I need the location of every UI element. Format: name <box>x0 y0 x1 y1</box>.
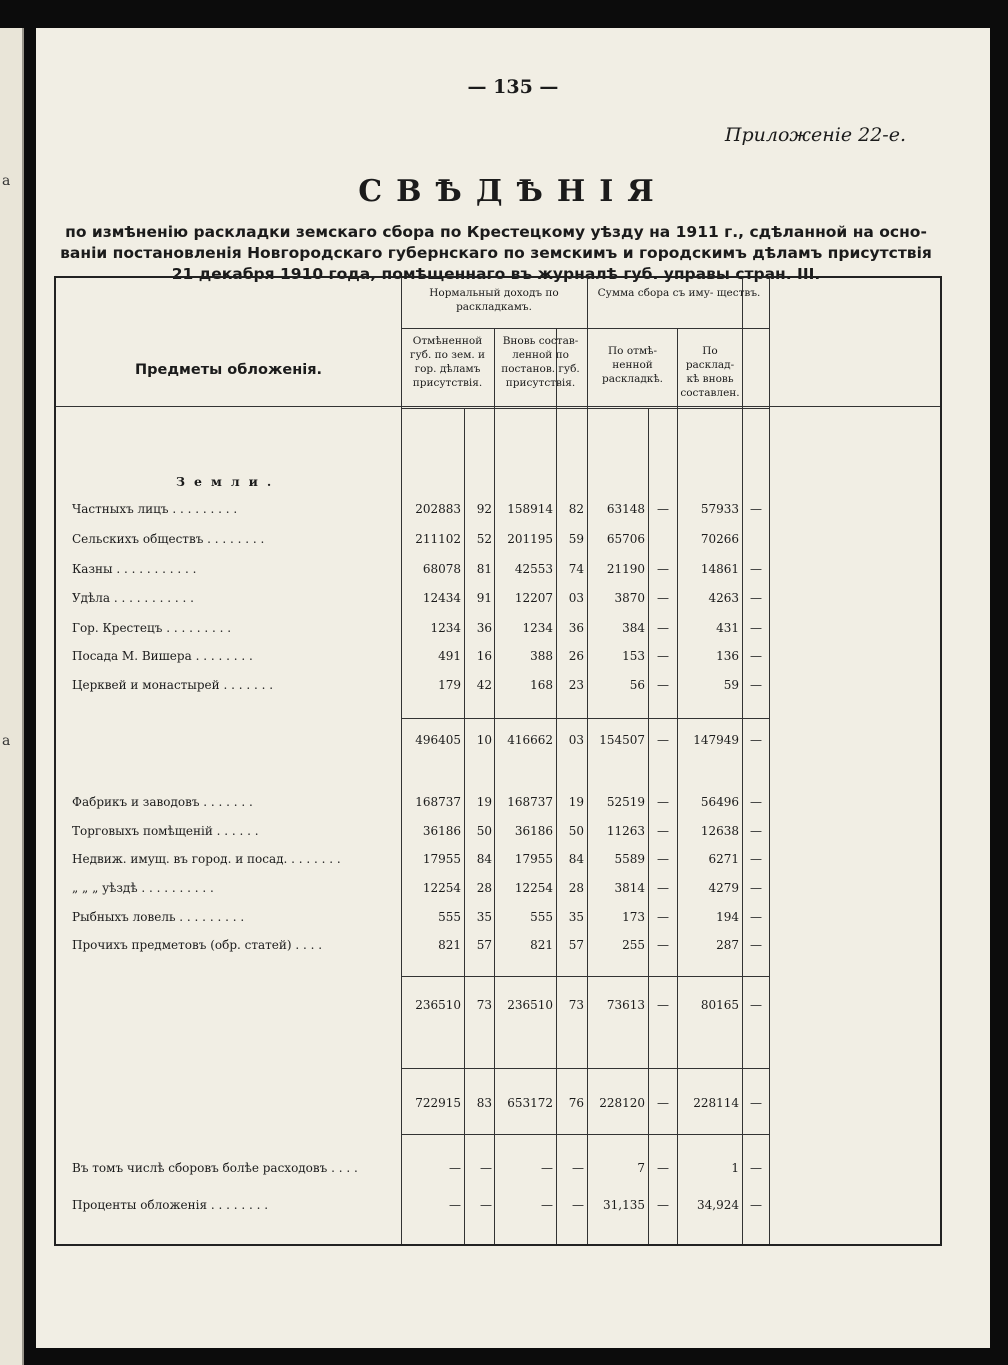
table-cell: — <box>750 733 762 747</box>
table-cell: 722915 <box>415 1096 461 1110</box>
table-cell: 42553 <box>514 562 553 576</box>
group-header-normal-income: Нормальный доходъ по раскладкамъ. <box>429 287 559 313</box>
table-cell: 255 <box>622 938 645 952</box>
col-header-cancelled-layout: По отмѣ- ненной раскладкѣ. <box>601 345 664 385</box>
margin-fragment-2: а <box>2 733 11 749</box>
table-cell: 73 <box>568 998 584 1012</box>
table-cell: 555 <box>438 910 461 924</box>
row-label: Недвиж. имущ. въ город. и посад. <box>72 852 288 866</box>
table-cell: — <box>750 998 762 1012</box>
table-cell: 35 <box>568 910 584 924</box>
col-header-cancelled: Отмѣненной губ. по зем. и гор. дѣламъ присутствія. <box>409 335 486 389</box>
table-cell: 416662 <box>507 733 553 747</box>
table-cell: 287 <box>716 938 739 952</box>
table-cell: 36 <box>568 621 584 635</box>
table-cell: 31,135 <box>603 1198 645 1212</box>
table-cell: — <box>657 1161 669 1175</box>
leader-dots: . . . . . . . . . . . <box>110 591 194 605</box>
table-cell: 82 <box>568 502 584 516</box>
leader-dots: . . . . . . . <box>219 678 274 692</box>
table-cell: — <box>449 1161 461 1175</box>
table-cell: — <box>657 502 669 516</box>
table-cell: 19 <box>568 795 584 809</box>
table-row <box>56 562 940 578</box>
table-cell: 65706 <box>606 532 645 546</box>
row-label: „ „ „ уѣздѣ <box>72 881 138 895</box>
table-cell: 83 <box>476 1096 492 1110</box>
table-cell: — <box>657 910 669 924</box>
table-cell: 136 <box>716 649 739 663</box>
table-cell: — <box>657 678 669 692</box>
table-cell: 4279 <box>708 881 739 895</box>
table-cell: 42 <box>476 678 492 692</box>
table-cell: — <box>750 621 762 635</box>
table-cell: 63148 <box>606 502 645 516</box>
table-cell: — <box>750 938 762 952</box>
table-cell: 50 <box>476 824 492 838</box>
table-cell: — <box>750 824 762 838</box>
table-cell: — <box>750 678 762 692</box>
table-cell: 821 <box>530 938 553 952</box>
table-cell: 491 <box>438 649 461 663</box>
table-cell: 70266 <box>700 532 739 546</box>
row-label: Казны <box>72 562 113 576</box>
leader-dots: . . . . . . . . <box>191 649 253 663</box>
table-row <box>56 649 940 665</box>
table-cell: — <box>750 881 762 895</box>
table-row <box>56 824 940 840</box>
table-row <box>56 938 940 954</box>
table-cell: 12254 <box>514 881 553 895</box>
table-cell: 10 <box>476 733 492 747</box>
table-cell: 12207 <box>514 591 553 605</box>
table-cell: — <box>657 621 669 635</box>
table-cell: 3870 <box>614 591 645 605</box>
table-cell: — <box>657 938 669 952</box>
table-cell: 59 <box>568 532 584 546</box>
table-cell: 35 <box>476 910 492 924</box>
table-cell: 158914 <box>507 502 553 516</box>
table-cell: 1 <box>731 1161 739 1175</box>
table-cell: 57 <box>476 938 492 952</box>
row-label: Рыбныхъ ловель <box>72 910 176 924</box>
adjacent-page-edge <box>0 28 24 1365</box>
table-cell: 821 <box>438 938 461 952</box>
leader-dots: . . . . . . . . . <box>175 910 245 924</box>
table-cell: — <box>657 733 669 747</box>
table-cell: 03 <box>568 591 584 605</box>
table-cell: 211102 <box>415 532 461 546</box>
row-label: Проценты обложенія <box>72 1198 208 1212</box>
table-cell: — <box>657 591 669 605</box>
table-cell: 1234 <box>522 621 553 635</box>
leader-dots: . . . . . . . <box>199 795 253 809</box>
table-row <box>56 852 940 868</box>
leader-dots: . . . . . . . . . . <box>137 881 214 895</box>
table-cell: 73613 <box>606 998 645 1012</box>
table-cell: 7 <box>637 1161 645 1175</box>
table-cell: 50 <box>568 824 584 838</box>
table-row <box>56 1161 940 1177</box>
table-row <box>56 795 940 811</box>
table-cell: 21190 <box>606 562 645 576</box>
table-cell: 17955 <box>514 852 553 866</box>
table-row <box>56 881 940 897</box>
subject-header: Предметы обложенія. <box>134 362 323 378</box>
table-cell: 384 <box>622 621 645 635</box>
subtitle-line: ваніи постановленія Новгородскаго губернскаго по земскимъ и городскимъ дѣламъ присутствія <box>60 244 932 262</box>
table-cell: — <box>657 649 669 663</box>
table-cell: — <box>657 1198 669 1212</box>
leader-dots: . . . . . . . . . <box>168 502 238 516</box>
table-cell: 154507 <box>599 733 645 747</box>
table-cell: 36186 <box>514 824 553 838</box>
row-label: Торговыхъ помѣщеній <box>72 824 213 838</box>
table-cell: 653172 <box>507 1096 553 1110</box>
leader-dots: . . . . . . . . <box>207 1198 269 1212</box>
group-header-sum: Сумма сбора съ иму- ществъ. <box>597 287 761 299</box>
table-cell: — <box>657 562 669 576</box>
table-cell: 3814 <box>614 881 645 895</box>
table-row <box>56 1096 940 1112</box>
table-cell: 36 <box>476 621 492 635</box>
table-cell: 57 <box>568 938 584 952</box>
table-cell: — <box>657 852 669 866</box>
row-label: Въ томъ числѣ сборовъ болѣе расходовъ <box>72 1161 328 1175</box>
table-cell: 1234 <box>430 621 461 635</box>
table-cell: 16 <box>476 649 492 663</box>
table-cell: 91 <box>476 591 492 605</box>
data-table <box>54 276 942 1246</box>
table-cell: — <box>572 1161 584 1175</box>
table-row <box>56 678 940 694</box>
table-cell: — <box>572 1198 584 1212</box>
table-cell: 173 <box>622 910 645 924</box>
table-cell: 92 <box>476 502 492 516</box>
table-row <box>56 733 940 749</box>
table-row <box>56 621 940 637</box>
table-cell: 228114 <box>693 1096 739 1110</box>
table-cell: — <box>480 1161 492 1175</box>
leader-dots: . . . . . . . <box>287 852 341 866</box>
table-cell: 84 <box>476 852 492 866</box>
table-cell: — <box>750 591 762 605</box>
table-cell: 76 <box>568 1096 584 1110</box>
table-cell: 19 <box>476 795 492 809</box>
table-cell: — <box>750 1161 762 1175</box>
table-cell: 431 <box>716 621 739 635</box>
table-cell: — <box>657 795 669 809</box>
table-cell: — <box>657 1096 669 1110</box>
table-row <box>56 998 940 1014</box>
table-row <box>56 532 940 548</box>
table-cell: 81 <box>476 562 492 576</box>
leader-dots: . . . . . . . . <box>203 532 265 546</box>
row-label: Фабрикъ и заводовъ <box>72 795 200 809</box>
table-cell: 4263 <box>708 591 739 605</box>
subtitle-line: по измѣненію раскладки земскаго сбора по Крестецкому уѣзду на 1911 г., сдѣланной на осно- <box>65 223 927 241</box>
section-lands: Земли. <box>176 474 281 489</box>
appendix-label: Приложеніе 22-е. <box>724 124 906 146</box>
table-cell: — <box>750 795 762 809</box>
table-cell: 153 <box>622 649 645 663</box>
row-label: Церквей и монастырей <box>72 678 220 692</box>
table-cell: 26 <box>568 649 584 663</box>
table-cell: 168 <box>530 678 553 692</box>
table-row <box>56 591 940 607</box>
subtitle-line: 21 декабря 1910 года, помѣщеннаго въ журналѣ губ. управы стран. III. <box>171 265 821 283</box>
table-cell: 56496 <box>700 795 739 809</box>
table-row <box>56 910 940 926</box>
table-cell: 34,924 <box>697 1198 739 1212</box>
table-cell: 12638 <box>700 824 739 838</box>
leader-dots: . . . . <box>291 938 323 952</box>
table-cell: — <box>541 1198 553 1212</box>
table-cell: 80165 <box>700 998 739 1012</box>
table-cell: — <box>657 998 669 1012</box>
table-cell: — <box>750 1096 762 1110</box>
table-cell: 14861 <box>700 562 739 576</box>
table-cell: 236510 <box>415 998 461 1012</box>
table-cell: 388 <box>530 649 553 663</box>
table-cell: 6271 <box>708 852 739 866</box>
table-cell: 36186 <box>422 824 461 838</box>
row-label: Посада М. Вишера <box>72 649 192 663</box>
table-cell: — <box>750 1198 762 1212</box>
document-title: СВѢДѢНІЯ <box>358 174 668 209</box>
table-cell: 496405 <box>415 733 461 747</box>
table-cell: — <box>750 852 762 866</box>
table-cell: — <box>657 881 669 895</box>
table-cell: — <box>750 502 762 516</box>
table-cell: — <box>750 562 762 576</box>
table-cell: 168737 <box>415 795 461 809</box>
table-cell: 68078 <box>422 562 461 576</box>
leader-dots: . . . . . . . . . <box>162 621 232 635</box>
table-cell: — <box>657 824 669 838</box>
table-cell: — <box>449 1198 461 1212</box>
document-page <box>36 28 990 1348</box>
col-header-new-layout: По расклад- кѣ вновь составлен. <box>680 345 740 399</box>
table-cell: 11263 <box>606 824 645 838</box>
margin-fragment-1: а <box>2 173 11 189</box>
table-cell: 194 <box>716 910 739 924</box>
table-cell: — <box>480 1198 492 1212</box>
table-cell: 57933 <box>700 502 739 516</box>
leader-dots: . . . . <box>327 1161 358 1175</box>
table-cell: 236510 <box>507 998 553 1012</box>
table-cell: 12254 <box>422 881 461 895</box>
table-cell: — <box>750 649 762 663</box>
table-cell: 23 <box>568 678 584 692</box>
table-cell: 28 <box>568 881 584 895</box>
col-header-new: Вновь состав- ленной по постанов. губ. присутствія. <box>501 335 580 389</box>
table-cell: 59 <box>723 678 739 692</box>
table-cell: — <box>541 1161 553 1175</box>
table-cell: 52 <box>476 532 492 546</box>
table-cell: 179 <box>438 678 461 692</box>
table-row <box>56 1198 940 1214</box>
row-label: Удѣла <box>72 591 111 605</box>
table-cell: 74 <box>568 562 584 576</box>
table-cell: 147949 <box>693 733 739 747</box>
table-cell: 168737 <box>507 795 553 809</box>
table-row <box>56 502 940 518</box>
table-cell: 5589 <box>614 852 645 866</box>
table-cell: — <box>750 910 762 924</box>
table-cell: 73 <box>476 998 492 1012</box>
table-cell: 228120 <box>599 1096 645 1110</box>
leader-dots: . . . . . . <box>212 824 259 838</box>
leader-dots: . . . . . . . . . . . <box>112 562 197 576</box>
table-cell: 201195 <box>507 532 553 546</box>
row-label: Частныхъ лицъ <box>72 502 169 516</box>
row-label: Сельскихъ обществъ <box>72 532 204 546</box>
page-number: — 135 — <box>467 76 559 98</box>
table-cell: 84 <box>568 852 584 866</box>
table-cell: 202883 <box>415 502 461 516</box>
table-cell: 555 <box>530 910 553 924</box>
table-cell: 17955 <box>422 852 461 866</box>
table-cell: 56 <box>629 678 645 692</box>
table-cell: 52519 <box>606 795 645 809</box>
table-cell: 03 <box>568 733 584 747</box>
table-cell: 28 <box>476 881 492 895</box>
table-cell: 12434 <box>422 591 461 605</box>
row-label: Прочихъ предметовъ (обр. статей) <box>72 938 292 952</box>
row-label: Гор. Крестецъ <box>72 621 163 635</box>
